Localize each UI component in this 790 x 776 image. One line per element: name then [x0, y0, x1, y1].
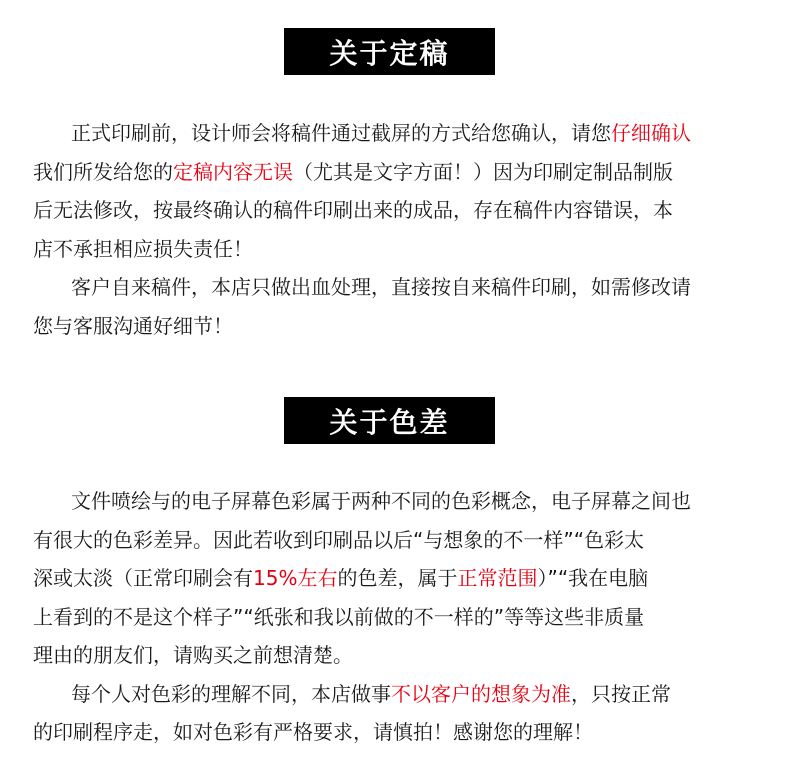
finalization-paragraphs [33, 114, 763, 345]
text-segment: 深或太淡（正常印刷会有 [33, 566, 253, 590]
text-segment: 我们所发给您的 [33, 159, 173, 184]
text-segment: 客户自来稿件，本店只做出血处理，直接按自来稿件印刷，如需修改请 [71, 275, 691, 299]
text-segment: 正式印刷前，设计师会将稿件通过截屏的方式给您确认，请您 [71, 121, 611, 145]
text-line [33, 482, 763, 521]
emphasis-segment: 正常范围 [457, 566, 538, 590]
text-line [33, 268, 763, 307]
text-line [33, 559, 763, 598]
emphasis-segment: 不以客户的想象为准 [391, 681, 571, 706]
text-line [33, 191, 763, 230]
text-segment: ，只按正常 [571, 681, 671, 706]
text-segment: ）”“我在电脑 [537, 566, 649, 590]
section-heading-color-difference: 关于色差 [284, 397, 495, 444]
text-segment: 的印刷程序走，如对色彩有严格要求，请慎拍！感谢您的理解！ [33, 720, 593, 744]
section-heading-finalization: 关于定稿 [284, 28, 495, 75]
text-line [33, 153, 763, 192]
text-line [33, 675, 763, 714]
text-line [33, 636, 763, 675]
text-line [33, 114, 763, 153]
text-segment: 文件喷绘与的电子屏幕色彩属于两种不同的色彩概念，电子屏幕之间也 [71, 489, 691, 513]
text-segment: 后无法修改，按最终确认的稿件印刷出来的成品，存在稿件内容错误，本 [33, 198, 673, 222]
text-segment: 有很大的色彩差异。因此若收到印刷品以后“与想象的不一样”“色彩太 [33, 527, 645, 552]
text-segment: （尤其是文字方面！）因为印刷定制品制版 [293, 159, 673, 184]
text-line [33, 521, 763, 560]
text-segment: 店不承担相应损失责任！ [33, 236, 253, 261]
emphasis-segment: 15%左右 [253, 566, 338, 590]
text-segment: 理由的朋友们，请购买之前想清楚。 [33, 643, 353, 667]
text-segment: 您与客服沟通好细节！ [33, 313, 233, 338]
text-line [33, 230, 763, 269]
text-segment: 每个人对色彩的理解不同，本店做事 [71, 681, 391, 706]
text-line [33, 598, 763, 637]
emphasis-segment: 仔细确认 [611, 121, 691, 145]
color-difference-paragraphs [33, 482, 763, 752]
emphasis-segment: 定稿内容无误 [173, 159, 293, 184]
text-segment: 上看到的不是这个样子”“纸张和我以前做的不一样的”等等这些非质量 [33, 604, 645, 629]
text-line [33, 307, 763, 346]
text-segment: 的色差，属于 [337, 566, 458, 590]
text-line [33, 713, 763, 752]
